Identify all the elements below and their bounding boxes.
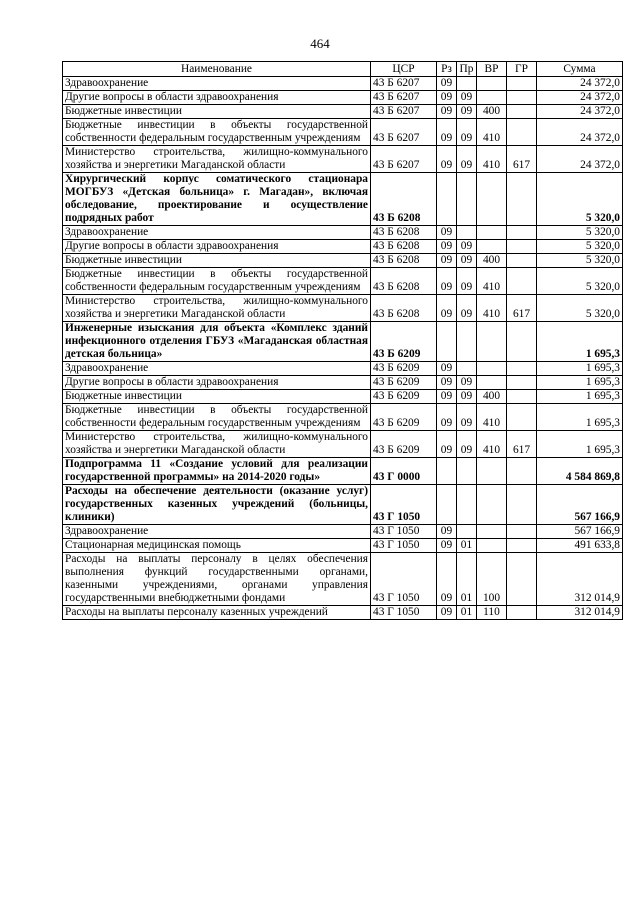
cell-vr [477, 173, 507, 226]
cell-gr [507, 485, 537, 525]
cell-gr [507, 105, 537, 119]
cell-gr [507, 376, 537, 390]
cell-pr: 09 [457, 119, 477, 146]
header-sum: Сумма [537, 62, 623, 77]
table-row [63, 404, 623, 431]
cell-name: Расходы на выплаты персоналу казенных учреждений [63, 606, 371, 620]
cell-csr: 43 Г 1050 [371, 606, 437, 620]
cell-vr: 110 [477, 606, 507, 620]
cell-pr [457, 173, 477, 226]
cell-pr: 01 [457, 606, 477, 620]
cell-rz: 09 [437, 539, 457, 553]
cell-csr: 43 Б 6208 [371, 254, 437, 268]
cell-pr [457, 226, 477, 240]
cell-csr: 43 Б 6209 [371, 404, 437, 431]
table-row [63, 322, 623, 362]
cell-gr [507, 539, 537, 553]
cell-name: Другие вопросы в области здравоохранения [63, 240, 371, 254]
cell-pr [457, 525, 477, 539]
cell-rz: 09 [437, 362, 457, 376]
table-row [63, 553, 623, 606]
cell-name: Здравоохранение [63, 226, 371, 240]
cell-gr: 617 [507, 146, 537, 173]
cell-vr: 410 [477, 295, 507, 322]
cell-name: Министерство строительства, жилищно-коммунального хозяйства и энергетики Магаданской области [63, 431, 371, 458]
cell-rz: 09 [437, 376, 457, 390]
cell-csr: 43 Б 6207 [371, 146, 437, 173]
table-row [63, 525, 623, 539]
cell-pr: 09 [457, 404, 477, 431]
cell-name: Стационарная медицинская помощь [63, 539, 371, 553]
table-body [63, 77, 623, 620]
cell-gr [507, 254, 537, 268]
cell-pr: 09 [457, 91, 477, 105]
cell-gr [507, 362, 537, 376]
cell-sum: 5 320,0 [537, 173, 623, 226]
cell-pr [457, 485, 477, 525]
cell-csr: 43 Б 6208 [371, 173, 437, 226]
cell-sum: 567 166,9 [537, 485, 623, 525]
table-row [63, 91, 623, 105]
cell-sum: 1 695,3 [537, 376, 623, 390]
cell-name: Расходы на выплаты персоналу в целях обеспечения выполнения функций государственными органами, казенными учреждениями, органами управления государственными внебюджетными фондами [63, 553, 371, 606]
cell-rz [437, 458, 457, 485]
cell-pr: 09 [457, 105, 477, 119]
header-rz: Рз [437, 62, 457, 77]
cell-gr [507, 525, 537, 539]
cell-rz: 09 [437, 240, 457, 254]
header-vr: ВР [477, 62, 507, 77]
table-header-row [63, 62, 623, 77]
cell-gr [507, 606, 537, 620]
cell-sum: 5 320,0 [537, 268, 623, 295]
cell-vr [477, 322, 507, 362]
cell-sum: 491 633,8 [537, 539, 623, 553]
cell-sum: 567 166,9 [537, 525, 623, 539]
table-row [63, 295, 623, 322]
cell-rz: 09 [437, 295, 457, 322]
cell-pr [457, 322, 477, 362]
cell-pr: 09 [457, 376, 477, 390]
cell-vr [477, 376, 507, 390]
cell-csr: 43 Б 6209 [371, 362, 437, 376]
cell-rz: 09 [437, 268, 457, 295]
table-row [63, 254, 623, 268]
table-row [63, 539, 623, 553]
cell-name: Бюджетные инвестиции в объекты государственной собственности федеральным государственным учреждениям [63, 268, 371, 295]
cell-name: Бюджетные инвестиции [63, 254, 371, 268]
cell-csr: 43 Б 6209 [371, 376, 437, 390]
table-row [63, 240, 623, 254]
header-csr: ЦСР [371, 62, 437, 77]
cell-rz: 09 [437, 91, 457, 105]
cell-rz: 09 [437, 606, 457, 620]
cell-rz: 09 [437, 390, 457, 404]
cell-sum: 312 014,9 [537, 606, 623, 620]
table-row [63, 226, 623, 240]
cell-name: Хирургический корпус соматического стационара МОГБУЗ «Детская больница» г. Магадан», включая обследование, проектирование и осуществление подрядных работ [63, 173, 371, 226]
cell-name: Расходы на обеспечение деятельности (оказание услуг) государственных казенных учреждений (больницы, клиники) [63, 485, 371, 525]
cell-name: Здравоохранение [63, 362, 371, 376]
cell-vr [477, 77, 507, 91]
cell-vr [477, 362, 507, 376]
cell-rz: 09 [437, 226, 457, 240]
cell-sum: 312 014,9 [537, 553, 623, 606]
cell-gr [507, 404, 537, 431]
cell-pr [457, 362, 477, 376]
cell-rz: 09 [437, 105, 457, 119]
budget-table [62, 61, 623, 620]
cell-vr: 410 [477, 431, 507, 458]
cell-csr: 43 Г 0000 [371, 458, 437, 485]
cell-vr: 410 [477, 268, 507, 295]
cell-sum: 5 320,0 [537, 295, 623, 322]
cell-sum: 1 695,3 [537, 404, 623, 431]
table-row [63, 431, 623, 458]
table-row [63, 105, 623, 119]
cell-vr: 400 [477, 254, 507, 268]
cell-rz: 09 [437, 431, 457, 458]
cell-gr [507, 77, 537, 91]
cell-rz: 09 [437, 119, 457, 146]
table-row [63, 458, 623, 485]
cell-name: Министерство строительства, жилищно-коммунального хозяйства и энергетики Магаданской области [63, 295, 371, 322]
cell-gr [507, 553, 537, 606]
cell-rz [437, 485, 457, 525]
cell-name: Бюджетные инвестиции [63, 105, 371, 119]
cell-pr: 01 [457, 553, 477, 606]
cell-sum: 24 372,0 [537, 146, 623, 173]
cell-csr: 43 Б 6208 [371, 240, 437, 254]
cell-gr [507, 119, 537, 146]
cell-csr: 43 Б 6208 [371, 295, 437, 322]
cell-pr: 09 [457, 295, 477, 322]
cell-rz: 09 [437, 146, 457, 173]
cell-pr: 09 [457, 390, 477, 404]
cell-csr: 43 Г 1050 [371, 553, 437, 606]
cell-rz: 09 [437, 553, 457, 606]
cell-sum: 24 372,0 [537, 91, 623, 105]
cell-rz: 09 [437, 77, 457, 91]
table-row [63, 376, 623, 390]
cell-sum: 1 695,3 [537, 390, 623, 404]
cell-csr: 43 Г 1050 [371, 539, 437, 553]
cell-sum: 5 320,0 [537, 226, 623, 240]
cell-csr: 43 Г 1050 [371, 525, 437, 539]
cell-name: Здравоохранение [63, 525, 371, 539]
cell-gr [507, 91, 537, 105]
cell-pr [457, 77, 477, 91]
cell-csr: 43 Б 6208 [371, 226, 437, 240]
cell-rz: 09 [437, 525, 457, 539]
cell-vr: 410 [477, 404, 507, 431]
cell-vr [477, 539, 507, 553]
cell-sum: 5 320,0 [537, 240, 623, 254]
cell-name: Здравоохранение [63, 77, 371, 91]
cell-sum: 5 320,0 [537, 254, 623, 268]
cell-rz [437, 322, 457, 362]
cell-csr: 43 Б 6207 [371, 91, 437, 105]
cell-rz: 09 [437, 254, 457, 268]
cell-gr [507, 458, 537, 485]
cell-pr: 09 [457, 268, 477, 295]
cell-sum: 1 695,3 [537, 362, 623, 376]
cell-gr [507, 173, 537, 226]
cell-gr [507, 226, 537, 240]
cell-name: Министерство строительства, жилищно-коммунального хозяйства и энергетики Магаданской области [63, 146, 371, 173]
table-row [63, 146, 623, 173]
table-row [63, 390, 623, 404]
cell-csr: 43 Г 1050 [371, 485, 437, 525]
table-row [63, 606, 623, 620]
header-gr: ГР [507, 62, 537, 77]
header-pr: Пр [457, 62, 477, 77]
cell-gr [507, 268, 537, 295]
cell-pr: 09 [457, 431, 477, 458]
cell-name: Другие вопросы в области здравоохранения [63, 376, 371, 390]
table-row [63, 485, 623, 525]
cell-vr: 100 [477, 553, 507, 606]
cell-vr [477, 525, 507, 539]
header-name: Наименование [63, 62, 371, 77]
cell-pr: 09 [457, 240, 477, 254]
table-row [63, 268, 623, 295]
cell-pr: 09 [457, 254, 477, 268]
cell-csr: 43 Б 6209 [371, 431, 437, 458]
cell-vr: 410 [477, 119, 507, 146]
cell-sum: 24 372,0 [537, 119, 623, 146]
cell-pr [457, 458, 477, 485]
cell-sum: 1 695,3 [537, 322, 623, 362]
cell-csr: 43 Б 6209 [371, 390, 437, 404]
cell-rz: 09 [437, 404, 457, 431]
cell-pr: 01 [457, 539, 477, 553]
cell-sum: 1 695,3 [537, 431, 623, 458]
cell-vr: 400 [477, 390, 507, 404]
cell-name: Подпрограмма 11 «Создание условий для реализации государственной программы» на 2014-2020 годы» [63, 458, 371, 485]
cell-sum: 4 584 869,8 [537, 458, 623, 485]
cell-gr [507, 240, 537, 254]
table-row [63, 173, 623, 226]
cell-name: Бюджетные инвестиции [63, 390, 371, 404]
cell-name: Инженерные изыскания для объекта «Комплекс зданий инфекционного отделения ГБУЗ «Магаданская областная детская больница» [63, 322, 371, 362]
cell-gr: 617 [507, 295, 537, 322]
cell-sum: 24 372,0 [537, 105, 623, 119]
cell-vr [477, 226, 507, 240]
cell-vr [477, 485, 507, 525]
cell-vr [477, 240, 507, 254]
cell-vr: 410 [477, 146, 507, 173]
cell-csr: 43 Б 6208 [371, 268, 437, 295]
cell-csr: 43 Б 6207 [371, 77, 437, 91]
cell-pr: 09 [457, 146, 477, 173]
cell-csr: 43 Б 6207 [371, 105, 437, 119]
table-row [63, 77, 623, 91]
cell-csr: 43 Б 6207 [371, 119, 437, 146]
cell-vr: 400 [477, 105, 507, 119]
cell-rz [437, 173, 457, 226]
page-number: 464 [310, 36, 330, 51]
cell-csr: 43 Б 6209 [371, 322, 437, 362]
cell-sum: 24 372,0 [537, 77, 623, 91]
cell-vr [477, 458, 507, 485]
cell-gr: 617 [507, 431, 537, 458]
cell-name: Другие вопросы в области здравоохранения [63, 91, 371, 105]
cell-vr [477, 91, 507, 105]
cell-name: Бюджетные инвестиции в объекты государственной собственности федеральным государственным учреждениям [63, 404, 371, 431]
table-row [63, 362, 623, 376]
table-row [63, 119, 623, 146]
cell-name: Бюджетные инвестиции в объекты государственной собственности федеральным государственным учреждениям [63, 119, 371, 146]
cell-gr [507, 322, 537, 362]
cell-gr [507, 390, 537, 404]
